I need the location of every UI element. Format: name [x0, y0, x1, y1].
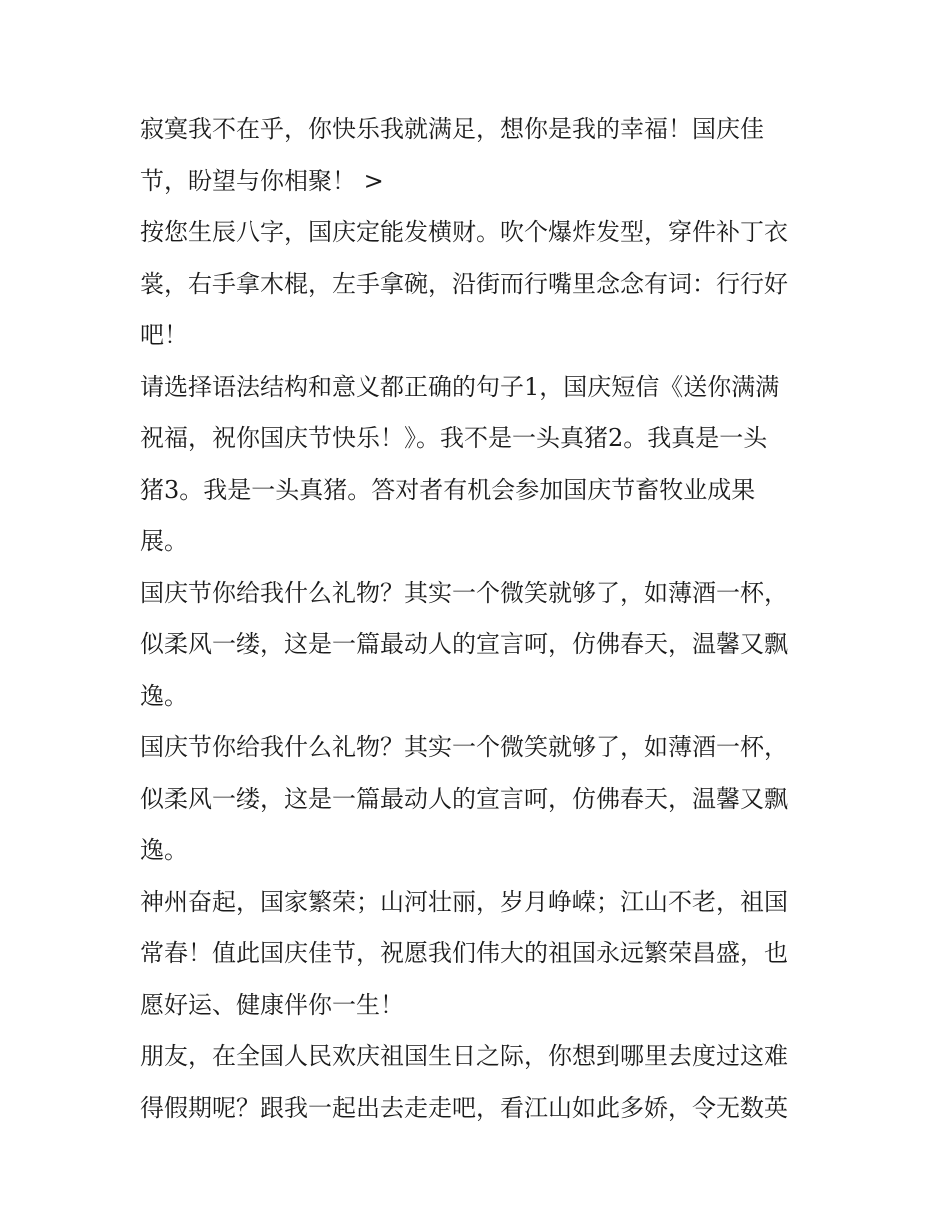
paragraph-6 — [140, 877, 820, 1032]
text-line: 吧！ — [140, 321, 188, 349]
text-line: 寂寞我不在乎，你快乐我就满足，想你是我的幸福！国庆佳 — [140, 115, 764, 143]
text-line: 裳，右手拿木棍，左手拿碗，沿街而行嘴里念念有词：行行好 — [140, 269, 788, 298]
text-line: 得假期呢？跟我一起出去走走吧，看江山如此多娇，令无数英 — [140, 1093, 788, 1122]
text-line: 常春！值此国庆佳节，祝愿我们伟大的祖国永远繁荣昌盛，也 — [140, 939, 788, 967]
text-line: 似柔风一缕，这是一篇最动人的宣言呵，仿佛春天，温馨又飘 — [140, 630, 788, 658]
text-line: 愿好运、健康伴你一生！ — [140, 990, 404, 1019]
text-line: 逸。 — [140, 836, 188, 864]
text-line: 按您生辰八字，国庆定能发横财。吹个爆炸发型，穿件补丁衣 — [140, 218, 788, 246]
text-line: 国庆节你给我什么礼物？其实一个微笑就够了，如薄酒一杯， — [140, 578, 788, 607]
paragraph-2 — [140, 207, 820, 362]
paragraph-1 — [140, 104, 820, 207]
text-line: 猪3。我是一头真猪。答对者有机会参加国庆节畜牧业成果 — [140, 475, 756, 504]
paragraph-3 — [140, 362, 820, 568]
text-line: 朋友，在全国人民欢庆祖国生日之际，你想到哪里去度过这难 — [140, 1042, 788, 1070]
text-line: 展。 — [140, 527, 188, 555]
paragraph-5 — [140, 722, 820, 877]
text-line: 逸。 — [140, 681, 188, 710]
text-line: 似柔风一缕，这是一篇最动人的宣言呵，仿佛春天，温馨又飘 — [140, 784, 788, 813]
text-line: 节，盼望与你相聚！ > — [140, 166, 384, 195]
text-line: 国庆节你给我什么礼物？其实一个微笑就够了，如薄酒一杯， — [140, 733, 788, 761]
paragraph-7 — [140, 1031, 820, 1134]
text-line: 祝福，祝你国庆节快乐！》。我不是一头真猪2。我真是一头 — [140, 424, 768, 452]
document-body — [140, 104, 820, 1134]
paragraph-4 — [140, 568, 820, 723]
text-line: 神州奋起，国家繁荣；山河壮丽，岁月峥嵘；江山不老，祖国 — [140, 887, 788, 916]
text-line: 请选择语法结构和意义都正确的句子1，国庆短信《送你满满 — [140, 372, 780, 401]
